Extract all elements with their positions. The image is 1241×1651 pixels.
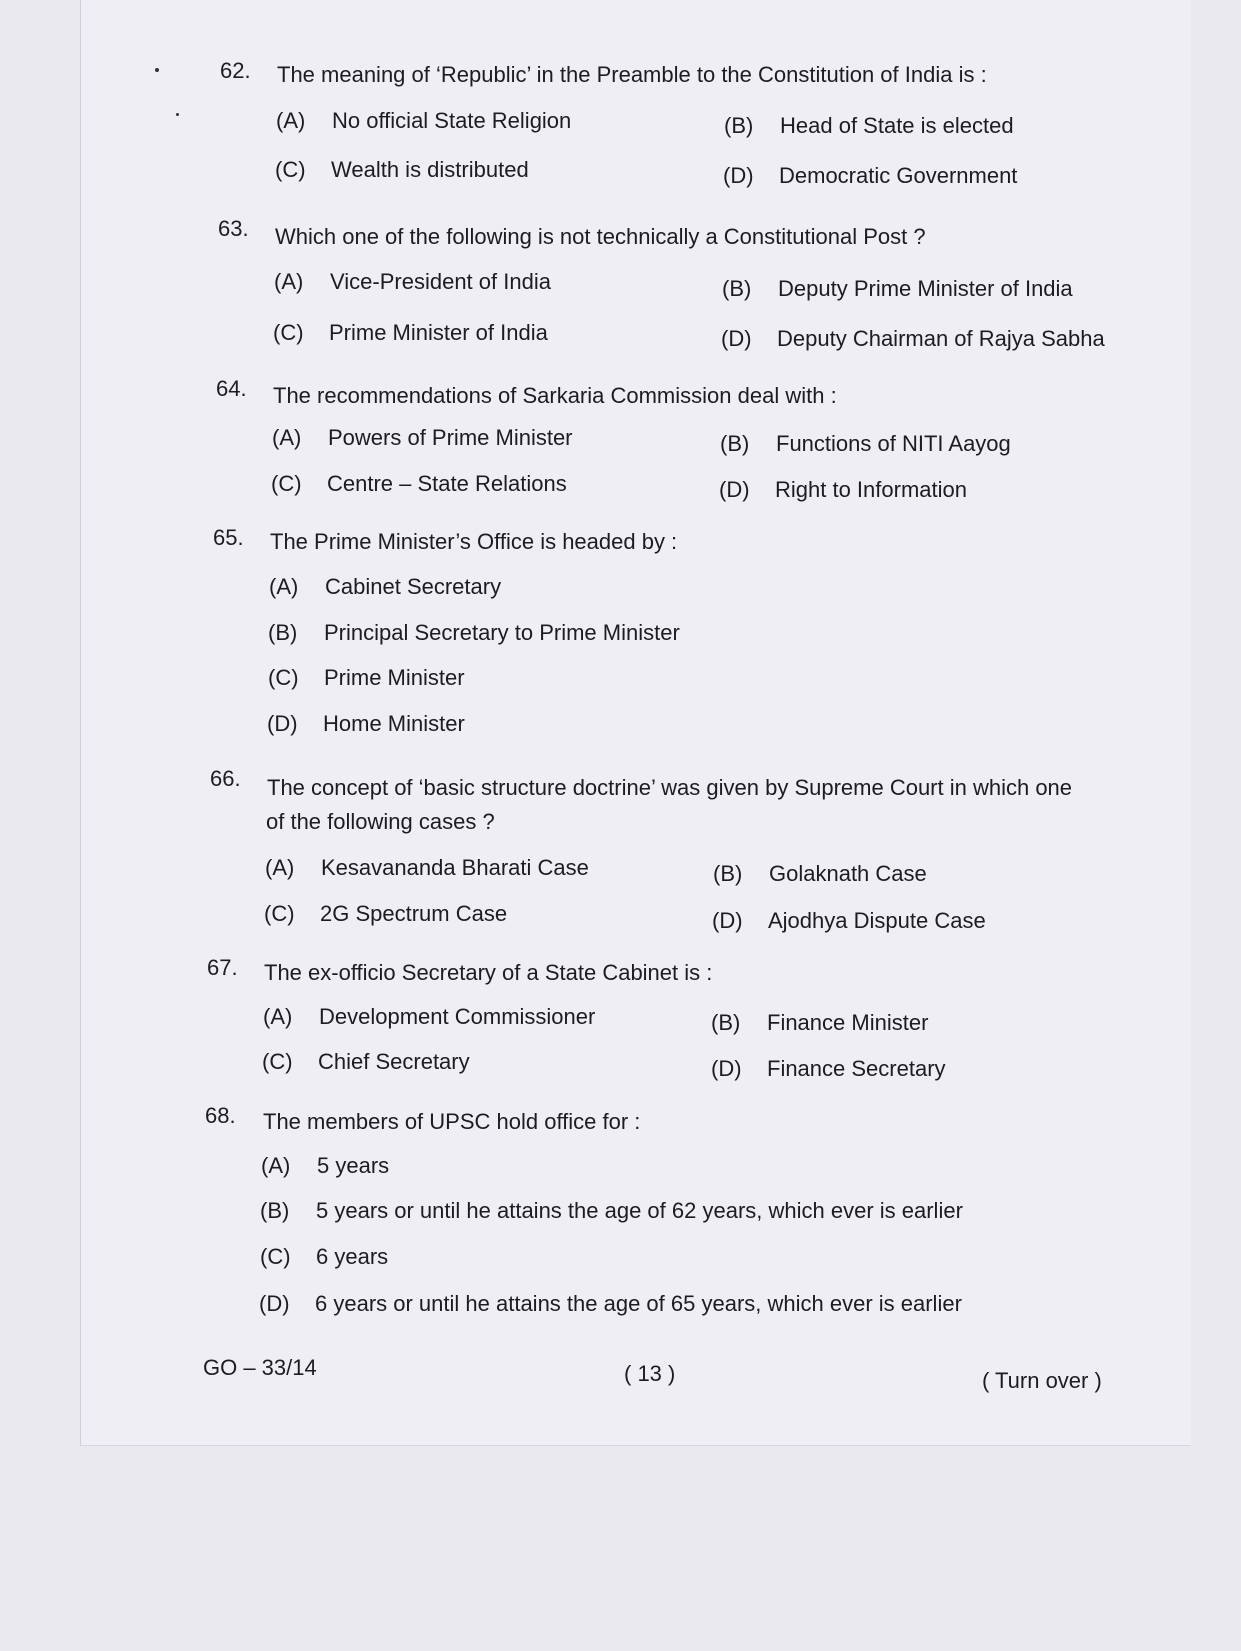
question-text: The meaning of ‘Republic’ in the Preamble to the Constitution of India is : bbox=[277, 62, 987, 87]
option-c bbox=[275, 155, 529, 185]
option-text: Deputy Chairman of Rajya Sabha bbox=[777, 326, 1105, 351]
option-letter: (A) bbox=[272, 425, 302, 450]
option-text: Right to Information bbox=[775, 477, 967, 502]
option-letter: (B) bbox=[260, 1198, 290, 1223]
question-text: The concept of ‘basic structure doctrine’ was given by Supreme Court in which one bbox=[267, 775, 1073, 800]
option-a bbox=[263, 1002, 595, 1032]
question-number: 65. bbox=[213, 525, 244, 550]
question-number: 64. bbox=[216, 376, 247, 401]
option-letter: (C) bbox=[275, 157, 306, 182]
option-text: 5 years bbox=[317, 1153, 390, 1178]
option-text: Powers of Prime Minister bbox=[328, 425, 573, 450]
option-a bbox=[274, 267, 551, 297]
option-b bbox=[722, 274, 1073, 304]
option-text: Kesavananda Bharati Case bbox=[321, 855, 589, 880]
question-text: The ex-officio Secretary of a State Cabinet is : bbox=[264, 960, 713, 985]
option-text: Functions of NITI Aayog bbox=[776, 431, 1011, 456]
option-letter: (A) bbox=[269, 574, 299, 599]
turn-over-note: ( Turn over ) bbox=[982, 1368, 1102, 1393]
option-text: Finance Secretary bbox=[767, 1056, 946, 1081]
option-text: Cabinet Secretary bbox=[325, 574, 502, 599]
option-letter: (B) bbox=[724, 113, 754, 138]
option-text: Deputy Prime Minister of India bbox=[778, 276, 1073, 301]
question-number: 63. bbox=[218, 216, 249, 241]
option-b bbox=[724, 111, 1014, 141]
option-letter: (D) bbox=[712, 908, 743, 933]
option-b bbox=[720, 429, 1011, 459]
option-letter: (B) bbox=[722, 276, 752, 301]
option-text: 2G Spectrum Case bbox=[320, 901, 508, 926]
option-c bbox=[268, 663, 465, 693]
option-d bbox=[259, 1289, 962, 1319]
option-b bbox=[711, 1008, 928, 1038]
option-text: No official State Religion bbox=[332, 108, 572, 133]
option-text: Democratic Government bbox=[779, 163, 1018, 188]
page-number: ( 13 ) bbox=[624, 1361, 676, 1386]
option-a bbox=[272, 423, 573, 453]
option-d bbox=[711, 1054, 946, 1084]
option-letter: (A) bbox=[276, 108, 306, 133]
option-d bbox=[719, 475, 967, 505]
option-letter: (A) bbox=[263, 1004, 293, 1029]
option-letter: (C) bbox=[271, 471, 302, 496]
option-d bbox=[721, 324, 1105, 354]
option-b bbox=[260, 1196, 963, 1226]
option-letter: (C) bbox=[264, 901, 295, 926]
option-text: Chief Secretary bbox=[318, 1049, 470, 1074]
option-letter: (B) bbox=[720, 431, 750, 456]
option-text: Principal Secretary to Prime Minister bbox=[324, 620, 680, 645]
option-c bbox=[264, 899, 507, 929]
question-text: Which one of the following is not technically a Constitutional Post ? bbox=[275, 224, 926, 249]
option-text: Prime Minister bbox=[324, 665, 465, 690]
question-text: The members of UPSC hold office for : bbox=[263, 1109, 641, 1134]
speck-mark bbox=[176, 113, 179, 116]
option-a bbox=[269, 572, 501, 602]
option-text: 6 years bbox=[316, 1244, 389, 1269]
option-letter: (D) bbox=[259, 1291, 290, 1316]
question-text-continued: of the following cases ? bbox=[266, 809, 495, 834]
option-c bbox=[260, 1242, 388, 1272]
question-text: The recommendations of Sarkaria Commission deal with : bbox=[273, 383, 837, 408]
option-letter: (D) bbox=[723, 163, 754, 188]
option-c bbox=[262, 1047, 470, 1077]
option-text: 6 years or until he attains the age of 65 years, which ever is earlier bbox=[315, 1291, 962, 1316]
question-number: 67. bbox=[207, 955, 238, 980]
option-letter: (C) bbox=[268, 665, 299, 690]
option-a bbox=[276, 106, 571, 136]
option-text: Finance Minister bbox=[767, 1010, 929, 1035]
option-letter: (D) bbox=[711, 1056, 742, 1081]
option-letter: (D) bbox=[267, 711, 298, 736]
option-letter: (D) bbox=[719, 477, 750, 502]
option-d bbox=[723, 161, 1017, 191]
exam-code: GO – 33/14 bbox=[203, 1355, 317, 1380]
option-b bbox=[713, 859, 927, 889]
option-text: Wealth is distributed bbox=[331, 157, 529, 182]
option-c bbox=[273, 318, 548, 348]
option-text: Development Commissioner bbox=[319, 1004, 596, 1029]
option-text: 5 years or until he attains the age of 62 years, which ever is earlier bbox=[316, 1198, 963, 1223]
option-letter: (A) bbox=[274, 269, 304, 294]
question-number: 62. bbox=[220, 58, 251, 83]
option-text: Golaknath Case bbox=[769, 861, 927, 886]
option-c bbox=[271, 469, 567, 499]
option-letter: (B) bbox=[711, 1010, 741, 1035]
option-a bbox=[265, 853, 589, 883]
option-text: Home Minister bbox=[323, 711, 465, 736]
option-letter: (D) bbox=[721, 326, 752, 351]
option-letter: (B) bbox=[713, 861, 743, 886]
option-d bbox=[712, 906, 986, 936]
question-number: 66. bbox=[210, 766, 241, 791]
option-letter: (B) bbox=[268, 620, 298, 645]
option-text: Vice-President of India bbox=[330, 269, 551, 294]
option-letter: (C) bbox=[260, 1244, 291, 1269]
option-letter: (A) bbox=[261, 1153, 291, 1178]
option-letter: (A) bbox=[265, 855, 295, 880]
option-b bbox=[268, 618, 680, 648]
option-text: Ajodhya Dispute Case bbox=[768, 908, 986, 933]
question-number: 68. bbox=[205, 1103, 236, 1128]
question-text: The Prime Minister’s Office is headed by : bbox=[270, 529, 678, 554]
option-a bbox=[261, 1151, 389, 1181]
option-letter: (C) bbox=[262, 1049, 293, 1074]
option-text: Head of State is elected bbox=[780, 113, 1014, 138]
option-text: Centre – State Relations bbox=[327, 471, 567, 496]
speck-mark bbox=[155, 68, 159, 72]
option-letter: (C) bbox=[273, 320, 304, 345]
option-d bbox=[267, 709, 465, 739]
option-text: Prime Minister of India bbox=[329, 320, 548, 345]
